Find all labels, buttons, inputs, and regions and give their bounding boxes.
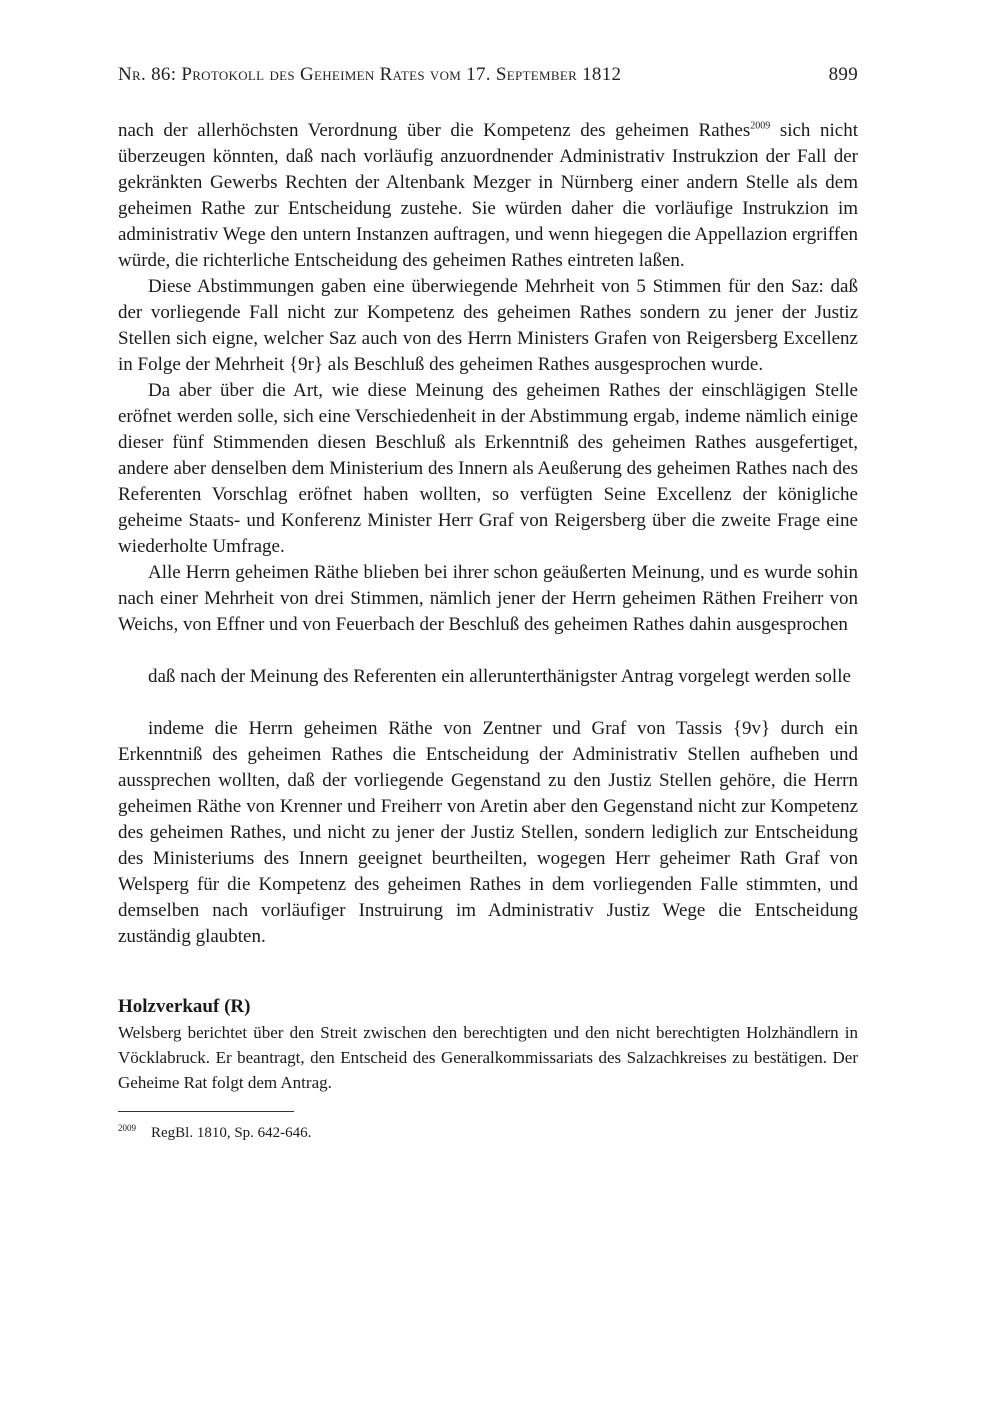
running-head <box>118 64 858 94</box>
page-number: 899 <box>828 64 858 85</box>
paragraph-1 <box>118 118 858 274</box>
section-summary: Welsberg berichtet über den Streit zwischen den berechtigten und den nicht berechtigten Holzhändlern in Vöcklabruck. Er beantragt, den Entscheid des Generalkommissariats des Salzachkreises zu bestätigen. Der Geheime Rat folgt dem Antrag. <box>118 1023 858 1092</box>
paragraph-3: Da aber über die Art, wie diese Meinung des geheimen Rathes der einschlägigen Stelle eröfnet werden solle, sich eine Verschiedenheit in der Abstimmung ergab, indeme nämlich einige dieser fünf Stimmenden diesen Beschluß als Erkenntniß des geheimen Rathes ausgefertiget, andere aber denselben dem Ministerium des Innern als Aeußerung des geheimen Rathes nach des Referenten Vorschlag eröfnet haben wollten, so verfügten Seine Excellenz der königliche geheime Staats- und Konferenz Minister Herr Graf von Reigersberg über die zweite Frage eine wiederholte Umfrage. <box>118 380 858 557</box>
footnote-text: RegBl. 1810, Sp. 642-646. <box>151 1125 312 1141</box>
running-head-title: Nr. 86: Protokoll des Geheimen Rates vom 17. September 1812 <box>118 64 622 85</box>
section-holzverkauf <box>118 994 858 1095</box>
block-quote: daß nach der Meinung des Referenten ein allerunterthänigster Antrag vorgelegt werden solle <box>148 666 851 687</box>
paragraph-5: indeme die Herrn geheimen Räthe von Zentner und Graf von Tassis {9v} durch ein Erkenntniß des geheimen Rathes die Entscheidung der Administrativ Stellen aufheben und aussprechen wollten, daß der vorliegende Gegenstand zu den Justiz Stellen gehöre, die Herrn geheimen Räthe von Krenner und Freiherr von Aretin aber den Gegenstand nicht zur Kompetenz des geheimen Rathes, und nicht zu jener der Justiz Stellen, sondern lediglich zur Entscheidung des Ministeriums des Innern geeignet beurtheilten, wogegen Herr geheimer Rath Graf von Welsperg für die Kompetenz des geheimen Rathes in dem vorliegenden Falle stimmten, und demselben nach vorläufiger Instruirung im Administrativ Justiz Wege die Entscheidung zuständig glaubten. <box>118 718 858 947</box>
main-text <box>118 118 858 950</box>
paragraph-4: Alle Herrn geheimen Räthe blieben bei ihrer schon geäußerten Meinung, und es wurde sohin nach einer Mehrheit von drei Stimmen, nämlich jener der Herrn geheimen Räthen Freiherr von Weichs, von Effner und von Feuerbach der Beschluß des geheimen Rathes dahin ausgesprochen <box>118 562 858 635</box>
footnote: 2009 RegBl. 1810, Sp. 642-646. <box>118 1123 312 1141</box>
paragraph-1-start: nach der allerhöchsten Verordnung über die Kompetenz des geheimen Rathes <box>118 120 751 141</box>
document-page <box>118 64 858 1144</box>
footnote-divider <box>118 1111 294 1112</box>
paragraph-2: Diese Abstimmungen gaben eine überwiegende Mehrheit von 5 Stimmen für den Saz: daß der vorliegende Fall nicht zur Kompetenz des geheimen Rathes sondern zu jener der Justiz Stellen sich eigne, welcher Saz auch von des Herrn Ministers Grafen von Reigersberg Excellenz in Folge der Mehrheit {9r} als Beschluß des geheimen Rathes ausgesprochen wurde. <box>118 276 858 375</box>
section-heading: Holzverkauf (R) <box>118 996 251 1017</box>
paragraph-1-end: sich nicht überzeugen könnten, daß nach vorläufig anzuordnender Administrativ Instrukzion der Fall der gekränkten Gewerbs Rechten der Altenbank Mezger in Nürnberg einer andern Stelle als dem geheimen Rathe zur Entscheidung zustehe. Sie würden daher die vorläufige Instrukzion im administrativ Wege den untern Instanzen auftragen, und wenn hiegegen die Appellazion ergriffen würde, die richterliche Entscheidung des geheimen Rathes eintreten laßen. <box>118 120 858 271</box>
footnote-reference[interactable]: 2009 <box>750 120 771 132</box>
